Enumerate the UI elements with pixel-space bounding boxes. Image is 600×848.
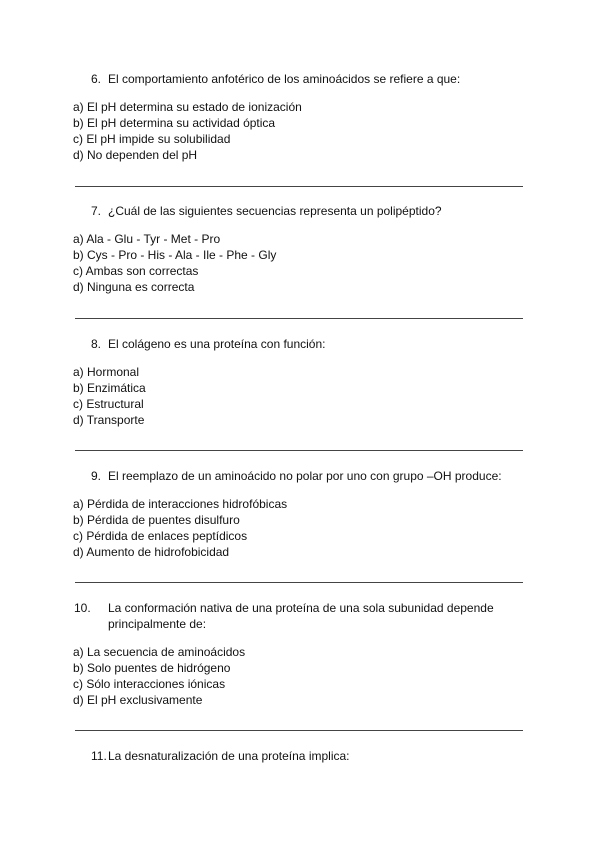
question-text: La conformación nativa de una proteína de una sola subunidad depende principalmente de: <box>108 601 494 631</box>
divider <box>75 186 523 187</box>
option-b: b) Solo puentes de hidrógeno <box>73 661 231 675</box>
option-c: c) Estructural <box>73 397 144 411</box>
question-number: 11. <box>91 749 107 763</box>
question-number: 10. <box>74 601 91 615</box>
question-7-prompt <box>91 203 530 219</box>
question-6-prompt <box>91 71 530 87</box>
question-9-options <box>73 496 287 560</box>
question-10-options <box>73 644 245 708</box>
option-b: b) Enzimática <box>73 381 146 395</box>
option-a: a) El pH determina su estado de ionización <box>73 100 302 114</box>
question-8-options <box>73 364 146 428</box>
option-c: c) El pH impide su solubilidad <box>73 132 231 146</box>
option-a: a) Pérdida de interacciones hidrofóbicas <box>73 497 288 511</box>
question-text: La desnaturalización de una proteína implica: <box>108 749 350 763</box>
option-c: c) Ambas son correctas <box>73 264 199 278</box>
question-9-prompt <box>91 468 530 484</box>
question-text: El comportamiento anfotérico de los aminoácidos se refiere a que: <box>108 72 461 86</box>
option-a: a) La secuencia de aminoácidos <box>73 645 246 659</box>
option-c: c) Sólo interacciones iónicas <box>73 677 226 691</box>
divider <box>75 730 523 731</box>
option-b: b) Cys - Pro - His - Ala - Ile - Phe - Gly <box>73 248 277 262</box>
question-number: 7. <box>91 204 102 218</box>
question-8-prompt <box>91 336 530 352</box>
divider <box>75 582 523 583</box>
question-text: ¿Cuál de las siguientes secuencias representa un polipéptido? <box>108 204 442 218</box>
option-d: d) Ninguna es correcta <box>73 280 195 294</box>
option-a: a) Ala - Glu - Tyr - Met - Pro <box>73 232 221 246</box>
option-d: d) El pH exclusivamente <box>73 693 203 707</box>
question-number: 6. <box>91 72 102 86</box>
divider <box>75 318 523 319</box>
option-b: b) El pH determina su actividad óptica <box>73 116 276 130</box>
option-a: a) Hormonal <box>73 365 140 379</box>
question-7-options <box>73 231 276 295</box>
question-number: 9. <box>91 469 102 483</box>
question-6-options <box>73 99 302 163</box>
question-text: El colágeno es una proteína con función: <box>108 337 326 351</box>
option-d: d) Aumento de hidrofobicidad <box>73 545 230 559</box>
option-d: d) Transporte <box>73 413 145 427</box>
question-number: 8. <box>91 337 102 351</box>
question-text: El reemplazo de un aminoácido no polar por uno con grupo –OH produce: <box>108 469 502 483</box>
question-10-prompt <box>74 600 528 632</box>
question-11-prompt <box>91 748 530 764</box>
option-c: c) Pérdida de enlaces peptídicos <box>73 529 248 543</box>
option-d: d) No dependen del pH <box>73 148 198 162</box>
option-b: b) Pérdida de puentes disulfuro <box>73 513 240 527</box>
divider <box>75 450 523 451</box>
